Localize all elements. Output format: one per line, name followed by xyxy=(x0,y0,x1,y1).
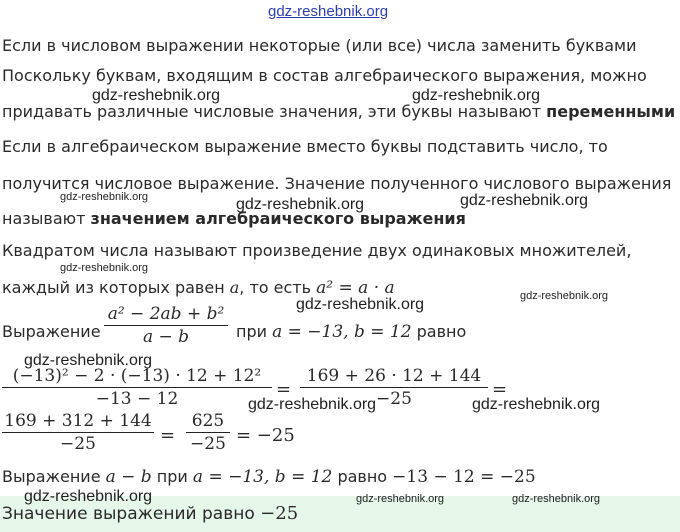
variable-a: a xyxy=(229,278,240,297)
calc-2-numerator: 169 + 26 · 12 + 144 xyxy=(306,366,482,386)
term-expression-value: значением алгебраического выражения xyxy=(90,209,466,228)
watermark: gdz-reshebnik.org xyxy=(512,493,601,505)
expression-2-label: Выражение xyxy=(2,467,101,486)
expression-condition xyxy=(236,322,466,342)
equals-sign-2: = xyxy=(492,379,508,400)
final-answer-value: −25 xyxy=(260,503,299,524)
paragraph-4-line-2 xyxy=(2,278,395,298)
expression-2-formula: a − b xyxy=(105,467,152,487)
equals-sign-3: = xyxy=(160,425,176,446)
calc-3-numerator: 169 + 312 + 144 xyxy=(4,411,152,431)
watermark: gdz-reshebnik.org xyxy=(296,296,425,313)
paragraph-3-line-2: получится числовое выражение. Значение полученного числового выражения xyxy=(2,174,672,193)
watermark: gdz-reshebnik.org xyxy=(356,493,445,505)
condition-suffix: равно xyxy=(416,322,467,341)
watermark: gdz-reshebnik.org xyxy=(460,192,589,209)
calc-2-denominator: −25 xyxy=(376,389,412,409)
calc-result: = −25 xyxy=(236,425,295,446)
condition-values: a = −13, b = 12 xyxy=(272,322,412,342)
calc-fraction-4 xyxy=(186,410,230,455)
expression-label: Выражение xyxy=(2,322,101,341)
calc-fraction-1 xyxy=(2,365,272,410)
paragraph-2-text: придавать различные числовые значения, эти буквы называют xyxy=(2,102,542,121)
watermark: gdz-reshebnik.org xyxy=(412,87,541,104)
expression-2-result: −13 − 12 = −25 xyxy=(392,467,536,487)
expression-2-suffix: равно xyxy=(337,467,388,486)
expression-numerator: a² − 2ab + b² xyxy=(107,304,225,324)
expression-denominator: a − b xyxy=(142,327,190,347)
calc-4-denominator: −25 xyxy=(190,434,226,454)
paragraph-3-line-1: Если в алгебраическом выражение вместо буквы подставить число, то xyxy=(2,137,608,156)
square-definition-formula: a² = a · a xyxy=(316,278,395,298)
paragraph-4-line-1: Квадратом числа называют произведение двух одинаковых множителей, xyxy=(2,241,632,260)
calc-1-denominator: −13 − 12 xyxy=(95,389,179,409)
paragraph-1: Если в числовом выражении некоторые (или все) числа заменить буквами xyxy=(2,36,637,55)
watermark: gdz-reshebnik.org xyxy=(92,87,221,104)
final-answer-label: Значение выражений равно xyxy=(2,504,255,524)
term-variables: переменными xyxy=(546,102,676,121)
calc-fraction-3 xyxy=(2,410,154,455)
watermark: gdz-reshebnik.org xyxy=(24,352,153,369)
paragraph-4-text: каждый из которых равен xyxy=(2,278,225,297)
paragraph-3-line-3 xyxy=(2,209,466,228)
expression-2-line xyxy=(2,467,536,487)
final-answer xyxy=(2,503,298,524)
paragraph-4-connector: , то есть xyxy=(239,278,312,297)
expression-2-prefix: при xyxy=(156,467,188,486)
expression-2-condition: a = −13, b = 12 xyxy=(192,467,333,487)
watermark: gdz-reshebnik.org xyxy=(60,262,149,274)
expression-fraction xyxy=(104,303,228,348)
watermark: gdz-reshebnik.org xyxy=(472,396,601,413)
calc-4-numerator: 625 xyxy=(191,411,225,431)
calc-1-numerator: (−13)² − 2 · (−13) · 12 + 12² xyxy=(12,366,262,386)
watermark: gdz-reshebnik.org xyxy=(60,191,149,203)
equals-sign-1: = xyxy=(276,379,292,400)
watermark: gdz-reshebnik.org xyxy=(24,488,153,505)
watermark-top: gdz-reshebnik.org xyxy=(268,3,389,20)
calc-3-denominator: −25 xyxy=(60,434,96,454)
condition-prefix: при xyxy=(236,322,268,341)
watermark: gdz-reshebnik.org xyxy=(248,396,377,413)
paragraph-3-text: называют xyxy=(2,209,86,228)
watermark: gdz-reshebnik.org xyxy=(520,290,609,302)
watermark: gdz-reshebnik.org xyxy=(236,196,365,213)
paragraph-2-line-1: Поскольку буквам, входящим в состав алгебраического выражения, можно xyxy=(2,66,647,85)
